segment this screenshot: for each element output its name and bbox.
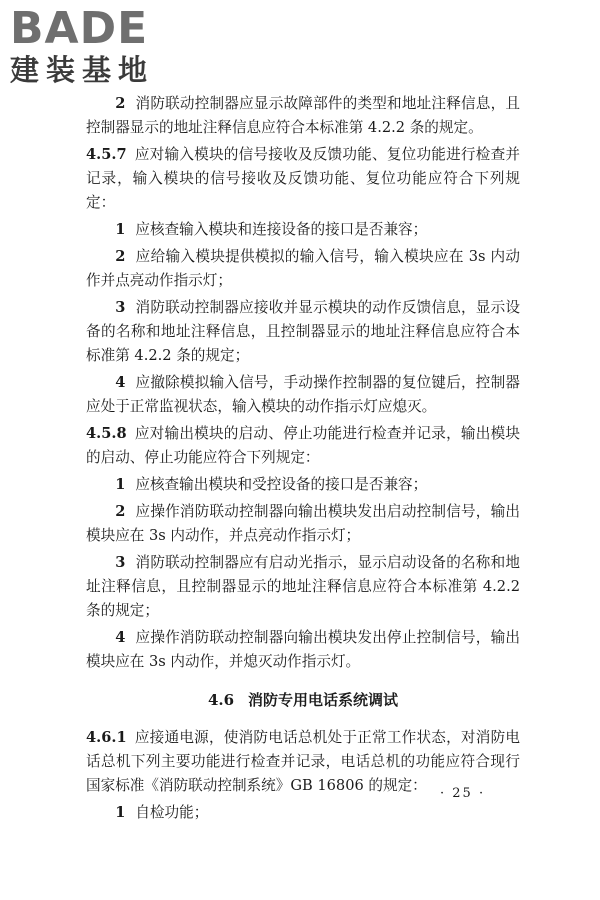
item-number: 3	[115, 554, 126, 571]
clause-number: 4.5.8	[86, 425, 127, 442]
clause-number: 4.5.7	[86, 146, 127, 163]
paragraph-text: 应接通电源，使消防电话总机处于正常工作状态，对消防电话总机下列主要功能进行检查并记录，电话总机的功能应符合现行国家标准《消防联动控制系统》GB 16806 的规定：	[86, 729, 520, 794]
clause-paragraph	[86, 422, 520, 470]
bade-logo	[10, 3, 180, 87]
paragraph-text: 应对输出模块的启动、停止功能进行检查并记录，输出模块的启动、停止功能应符合下列规定：	[86, 425, 520, 466]
item-number: 1	[115, 476, 126, 493]
list-item	[86, 801, 520, 825]
item-number: 1	[115, 804, 126, 821]
item-number: 4	[115, 629, 126, 646]
paragraph-text: 自检功能；	[135, 804, 209, 821]
paragraph-text: 应操作消防联动控制器向输出模块发出停止控制信号，输出模块应在 3s 内动作，并熄灭动作指示灯。	[86, 629, 520, 670]
list-item	[86, 371, 520, 419]
logo-subtitle: 建装基地	[10, 53, 155, 87]
section-title-text: 消防专用电话系统调试	[248, 691, 399, 709]
paragraph-text: 消防联动控制器应接收并显示模块的动作反馈信息，显示设备的名称和地址注释信息，且控制器显示的地址注释信息应符合本标准第 4.2.2 条的规定；	[86, 299, 520, 364]
item-number: 4	[115, 374, 126, 391]
item-number: 3	[115, 299, 126, 316]
paragraph-text: 应核查输出模块和受控设备的接口是否兼容；	[135, 476, 428, 493]
list-item	[86, 473, 520, 497]
list-item	[86, 500, 520, 548]
logo-wordmark: BADE	[10, 3, 149, 54]
list-item	[86, 218, 520, 242]
clause-paragraph	[86, 143, 520, 215]
paragraph-text: 应核查输入模块和连接设备的接口是否兼容；	[135, 221, 428, 238]
paragraph-text: 消防联动控制器应显示故障部件的类型和地址注释信息，且控制器显示的地址注释信息应符合本标准第 4.2.2 条的规定。	[86, 95, 520, 136]
paragraph-text: 消防联动控制器应有启动光指示，显示启动设备的名称和地址注释信息，且控制器显示的地址注释信息应符合本标准第 4.2.2 条的规定；	[86, 554, 520, 619]
section-heading	[86, 688, 520, 712]
section-number: 4.6	[207, 691, 235, 709]
paragraph-text: 应对输入模块的信号接收及反馈功能、复位功能进行检查并记录，输入模块的信号接收及反馈功能、复位功能应符合下列规定：	[86, 146, 520, 211]
paragraph-text: 应给输入模块提供模拟的输入信号，输入模块应在 3s 内动作并点亮动作指示灯；	[86, 248, 520, 289]
list-item	[86, 296, 520, 368]
list-item	[86, 245, 520, 293]
item-number: 1	[115, 221, 126, 238]
page-number: · 25 ·	[440, 786, 486, 801]
item-number: 2	[115, 95, 126, 112]
paragraph-text: 应撤除模拟输入信号，手动操作控制器的复位键后，控制器应处于正常监视状态，输入模块的动作指示灯应熄灭。	[86, 374, 520, 415]
document-body	[86, 92, 520, 828]
list-item	[86, 92, 520, 140]
list-item	[86, 626, 520, 674]
paragraph-text: 应操作消防联动控制器向输出模块发出启动控制信号，输出模块应在 3s 内动作，并点亮动作指示灯；	[86, 503, 520, 544]
list-item	[86, 551, 520, 623]
clause-number: 4.6.1	[86, 729, 127, 746]
item-number: 2	[115, 503, 126, 520]
item-number: 2	[115, 248, 126, 265]
